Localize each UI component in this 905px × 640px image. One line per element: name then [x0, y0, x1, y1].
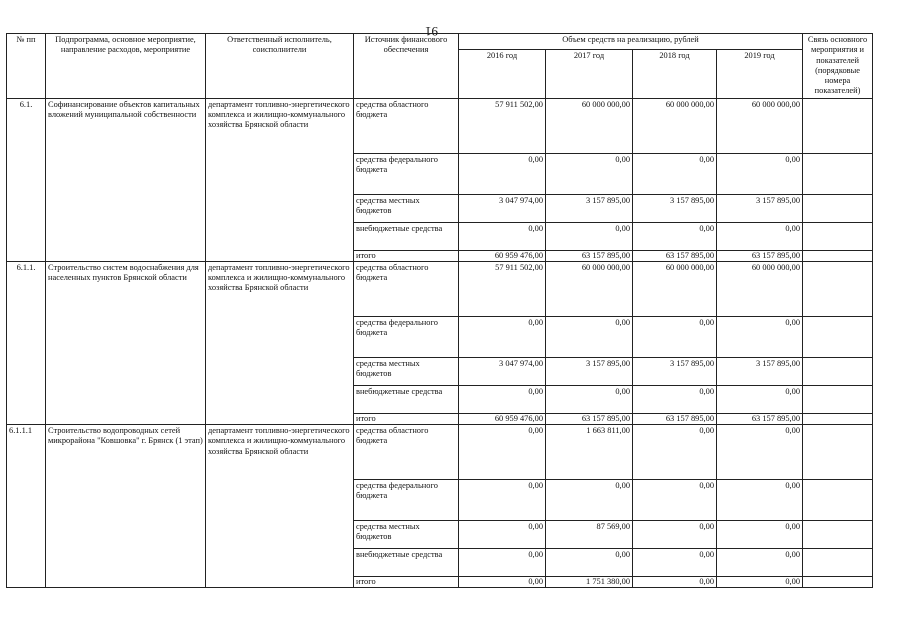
amount-cell: 0,00: [459, 577, 546, 588]
amount-cell: 60 000 000,00: [633, 261, 717, 316]
indicator-link-cell: [803, 357, 873, 385]
amount-cell: 0,00: [459, 549, 546, 577]
table-row: [7, 261, 873, 316]
amount-cell: 87 569,00: [546, 521, 633, 549]
funding-source: внебюджетные средства: [354, 385, 459, 413]
amount-cell: 0,00: [717, 425, 803, 480]
indicator-link-cell: [803, 316, 873, 357]
amount-cell: 0,00: [717, 480, 803, 521]
indicator-link-cell: [803, 250, 873, 261]
amount-cell: 63 157 895,00: [633, 413, 717, 424]
amount-cell: 60 959 476,00: [459, 250, 546, 261]
amount-cell: 3 157 895,00: [633, 194, 717, 222]
indicator-link-cell: [803, 577, 873, 588]
amount-cell: 0,00: [546, 222, 633, 250]
indicator-link-cell: [803, 153, 873, 194]
amount-cell: 0,00: [459, 480, 546, 521]
table-body: [7, 98, 873, 588]
total-label: итого: [354, 250, 459, 261]
indicator-link-cell: [803, 425, 873, 480]
indicator-link-cell: [803, 480, 873, 521]
amount-cell: 57 911 502,00: [459, 98, 546, 153]
amount-cell: 0,00: [459, 222, 546, 250]
row-code: 6.1.1.1: [7, 425, 46, 588]
amount-cell: 0,00: [717, 385, 803, 413]
header-executor: Ответственный исполнитель, соисполнители: [206, 34, 354, 99]
funding-source: внебюджетные средства: [354, 222, 459, 250]
amount-cell: 57 911 502,00: [459, 261, 546, 316]
indicator-link-cell: [803, 261, 873, 316]
total-label: итого: [354, 413, 459, 424]
amount-cell: 0,00: [717, 549, 803, 577]
funding-source: средства федерального бюджета: [354, 480, 459, 521]
amount-cell: 0,00: [459, 385, 546, 413]
funding-source: средства местных бюджетов: [354, 357, 459, 385]
amount-cell: 0,00: [717, 222, 803, 250]
amount-cell: 0,00: [546, 316, 633, 357]
amount-cell: 0,00: [717, 521, 803, 549]
funding-source: средства местных бюджетов: [354, 521, 459, 549]
row-executor: департамент топливно-энергетического комплекса и жилищно-коммунального хозяйства Брянской области: [206, 425, 354, 588]
amount-cell: 60 000 000,00: [546, 261, 633, 316]
funding-source: средства областного бюджета: [354, 261, 459, 316]
amount-cell: 0,00: [546, 385, 633, 413]
amount-cell: 3 157 895,00: [546, 357, 633, 385]
indicator-link-cell: [803, 549, 873, 577]
amount-cell: 0,00: [459, 153, 546, 194]
indicator-link-cell: [803, 194, 873, 222]
amount-cell: 3 157 895,00: [717, 357, 803, 385]
header-year-2016: 2016 год: [459, 49, 546, 98]
amount-cell: 60 000 000,00: [633, 98, 717, 153]
amount-cell: 0,00: [717, 153, 803, 194]
indicator-link-cell: [803, 521, 873, 549]
row-title: Строительство водопроводных сетей микрорайона "Ковшовка" г. Брянск (1 этап): [46, 425, 206, 588]
amount-cell: 3 157 895,00: [546, 194, 633, 222]
amount-cell: 1 663 811,00: [546, 425, 633, 480]
amount-cell: 0,00: [633, 222, 717, 250]
header-source: Источник финансового обеспечения: [354, 34, 459, 99]
amount-cell: 0,00: [459, 521, 546, 549]
amount-cell: 0,00: [459, 425, 546, 480]
amount-cell: 60 000 000,00: [717, 261, 803, 316]
budget-table: [6, 33, 873, 588]
amount-cell: 0,00: [633, 577, 717, 588]
funding-source: средства областного бюджета: [354, 98, 459, 153]
amount-cell: 63 157 895,00: [717, 250, 803, 261]
table-row: [7, 425, 873, 480]
row-code: 6.1.: [7, 98, 46, 261]
amount-cell: 0,00: [546, 153, 633, 194]
row-title: Строительство систем водоснабжения для населенных пунктов Брянской области: [46, 261, 206, 424]
page-number: 91: [425, 24, 438, 39]
amount-cell: 0,00: [546, 480, 633, 521]
total-label: итого: [354, 577, 459, 588]
indicator-link-cell: [803, 385, 873, 413]
amount-cell: 60 000 000,00: [717, 98, 803, 153]
amount-cell: 3 047 974,00: [459, 357, 546, 385]
funding-source: средства местных бюджетов: [354, 194, 459, 222]
row-title: Софинансирование объектов капитальных вложений муниципальной собственности: [46, 98, 206, 261]
amount-cell: 0,00: [459, 316, 546, 357]
amount-cell: 63 157 895,00: [633, 250, 717, 261]
funding-source: средства федерального бюджета: [354, 316, 459, 357]
amount-cell: 0,00: [546, 549, 633, 577]
header-volume: Объем средств на реализацию, рублей: [459, 34, 803, 50]
amount-cell: 0,00: [633, 480, 717, 521]
funding-source: внебюджетные средства: [354, 549, 459, 577]
amount-cell: 60 000 000,00: [546, 98, 633, 153]
indicator-link-cell: [803, 413, 873, 424]
amount-cell: 1 751 380,00: [546, 577, 633, 588]
amount-cell: 0,00: [717, 577, 803, 588]
header-year-2017: 2017 год: [546, 49, 633, 98]
funding-source: средства федерального бюджета: [354, 153, 459, 194]
amount-cell: 0,00: [633, 425, 717, 480]
amount-cell: 0,00: [717, 316, 803, 357]
amount-cell: 60 959 476,00: [459, 413, 546, 424]
funding-source: средства областного бюджета: [354, 425, 459, 480]
header-subprogram: Подпрограмма, основное мероприятие, направление расходов, мероприятие: [46, 34, 206, 99]
header-year-2019: 2019 год: [717, 49, 803, 98]
amount-cell: 0,00: [633, 153, 717, 194]
amount-cell: 63 157 895,00: [717, 413, 803, 424]
indicator-link-cell: [803, 98, 873, 153]
amount-cell: 63 157 895,00: [546, 250, 633, 261]
amount-cell: 0,00: [633, 521, 717, 549]
row-executor: департамент топливно-энергетического комплекса и жилищно-коммунального хозяйства Брянской области: [206, 261, 354, 424]
table-row: [7, 98, 873, 153]
amount-cell: 3 157 895,00: [717, 194, 803, 222]
amount-cell: 3 157 895,00: [633, 357, 717, 385]
row-executor: департамент топливно-энергетического комплекса и жилищно-коммунального хозяйства Брянской области: [206, 98, 354, 261]
row-code: 6.1.1.: [7, 261, 46, 424]
header-year-2018: 2018 год: [633, 49, 717, 98]
amount-cell: 3 047 974,00: [459, 194, 546, 222]
amount-cell: 63 157 895,00: [546, 413, 633, 424]
indicator-link-cell: [803, 222, 873, 250]
header-num: № пп: [7, 34, 46, 99]
amount-cell: 0,00: [633, 316, 717, 357]
amount-cell: 0,00: [633, 385, 717, 413]
amount-cell: 0,00: [633, 549, 717, 577]
header-link: Связь основного мероприятия и показателей (порядковые номера показателей): [803, 34, 873, 99]
